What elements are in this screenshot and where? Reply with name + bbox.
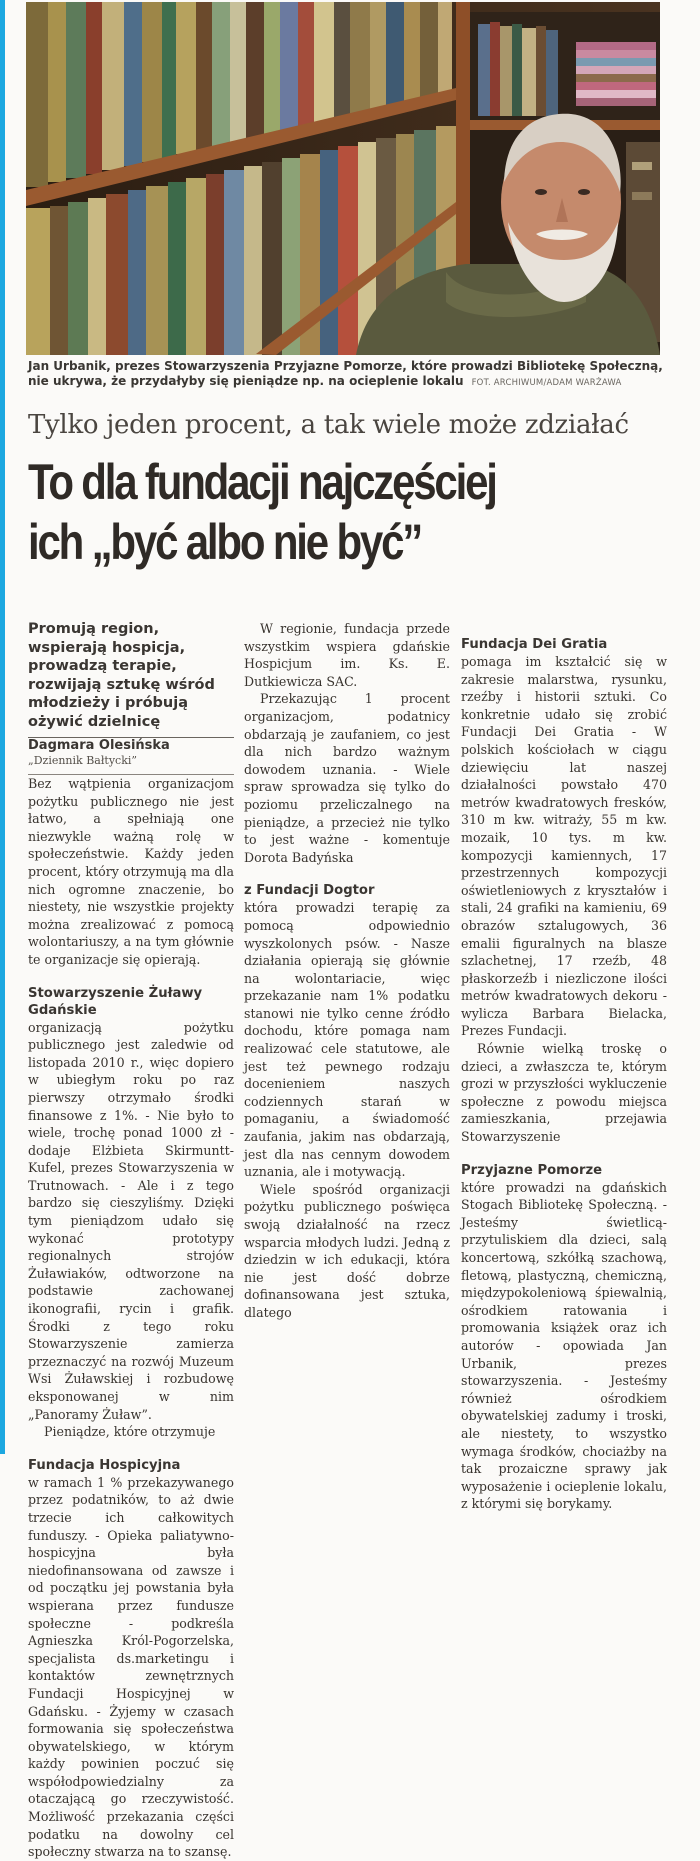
paragraph-przyjazne-pomorze: które prowadzi na gdańskich Stogach Bibliotekę Społeczną. - Jesteśmy świetlicą-przytuliskiem dla dzieci, salą koncertową, szkółką szachową, fletową, plastyczną, chemiczną, międzypokoleniową śpiewalnią, ośrodkiem ratowania i promowania książek oraz ich autorów - opowiada Jan Urbanik, prezes stowarzyszenia. - Jesteśmy również ośrodkiem obywatelskiej zadumy i troski, ale niestety, to wszystko wymaga środków, chociażby na tak prozaiczne sprawy jak wyposażenie i ocieplenie lokalu, z którymi się borykamy. — [461, 1179, 667, 1512]
paragraph-hospicyjna-3: Przekazując 1 procent organizacjom, podatnicy obdarzają je zaufaniem, co jest dla nich bardzo ważnym dowodem uznania. - Wiele spraw sprowadza się tylko do poziomu przeliczalnego na pieniądze, a przecież nie tylko to jest ważne - komentuje Dorota Badyńska — [244, 691, 450, 865]
subhead-przyjazne-pomorze: Przyjazne Pomorze — [461, 1162, 603, 1178]
article-column-2 — [244, 620, 450, 1322]
paragraph-pieniadze: Pieniądze, które otrzymuje — [44, 1424, 216, 1440]
article-column-1 — [28, 620, 234, 1861]
photo-caption — [28, 359, 664, 391]
lead-paragraph: Promują region, wspierają hospicja, prowadzą terapie, rozwijają sztukę wśród młodzieży i próbują ożywić dzielnicę — [28, 620, 234, 738]
paragraph-hospicyjna-1: w ramach 1 % przekazywanego przez podatników, to aż dwie trzecie ich całkowitych funduszy. - Opieka paliatywno-hospicyjna była niedofinansowana od zawsze i od początku jej powstania była wspierana przez fundusze społeczne - podkreśla Agnieszka Król-Pogorzelska, specjalista ds.marketingu i kontaktów zewnętrznych Fundacji Hospicyjnej w Gdańsku. - Żyjemy w czasach formowania się społeczeństwa obywatelskiego, w którym każdy powinien poczuć się współodpowiedzialny za otaczającą go rzeczywistość. Możliwość przekazania części podatku na dowolny cel społeczny stwarza na to szansę. — [28, 1474, 234, 1860]
paragraph-troska: Równie wielką troskę o dzieci, a zwłaszcza te, którym grozi w przyszłości wykluczenie społeczne z powodu miejsca zamieszkania, przejawia Stowarzyszenie — [461, 1041, 667, 1145]
paragraph-zulawy: organizacją pożytku publicznego jest zaledwie od listopada 2010 r., więc dopiero w ubiegłym roku po raz pierwszy otrzymało środki finansowe z 1%. - Nie było to wiele, trochę ponad 1000 zł - dodaje Elżbieta Skirmuntt-Kufel, prezes Stowarzyszenia w Trutnowach. - Ale i z tego bardzo się cieszyliśmy. Dzięki tym pieniądzom udało się wykonać prototypy regionalnych strojów Żuławiaków, odtworzone na podstawie zachowanej ikonografii, rycin i grafik. Środki z tego roku Stowarzyszenie zamierza przeznaczyć na rozwój Muzeum Wsi Żuławskiej i rozbudowę eksponowanej w nim „Panoramy Żuław”. — [28, 1019, 234, 1422]
kicker-headline: Tylko jeden procent, a tak wiele może zdziałać — [28, 410, 629, 440]
main-headline — [28, 452, 566, 572]
headline-line-1: To dla fundacji najczęściej — [28, 454, 496, 510]
subhead-zulawy: Stowarzyszenie Żuławy Gdańskie — [28, 985, 203, 1018]
article-column-3 — [461, 620, 667, 1513]
subhead-dei-gratia: Fundacja Dei Gratia — [461, 637, 608, 652]
author-name: Dagmara Olesińska — [28, 738, 170, 753]
subhead-hospicyjna: Fundacja Hospicyjna — [28, 1457, 181, 1473]
paragraph-dogtor: która prowadzi terapię za pomocą odpowiednio wyszkolonych psów. - Nasze działania opierają się głównie na wolontariacie, więc przekazanie nam 1% podatku stanowi nie tylko cenne źródło dochodu, które pomaga nam realizować cele statutowe, ale jest też pewnego rodzaju docenieniem naszych codziennych starań w pomaganiu, a świadomość zaufania, jakim nas obdarzają, jest dla nas cennym dowodem uznania, ale i motywacją. — [244, 900, 450, 1180]
page-edge-stripe — [0, 0, 5, 1454]
intro-paragraph: Bez wątpienia organizacjom pożytku publicznego nie jest łatwo, a spełniają one niezwykle ważną rolę w społeczeństwie. Każdy jeden procent, który otrzymują ma dla nich ogromne znaczenie, bo niestety, nie wszystkie projekty można zrealizować z pomocą wolontariuszy, a na tym głównie te organizacje się opierają. — [28, 776, 234, 967]
bookshelf-portrait-image — [26, 2, 660, 355]
subhead-dogtor: z Fundacji Dogtor — [244, 883, 375, 899]
caption-text: Jan Urbanik, prezes Stowarzyszenia Przyjazne Pomorze, które prowadzi Bibliotekę Społeczną, nie ukrywa, że przydałyby się pieniądze np. na ocieplenie lokalu — [28, 359, 663, 388]
paragraph-hospicyjna-2: W regionie, fundacja przede wszystkim wspiera gdańskie Hospicjum im. Ks. E. Dutkiewicza SAC. — [244, 621, 450, 689]
paragraph-dei-gratia: pomaga im kształcić się w zakresie malarstwa, rysunku, rzeźby i historii sztuki. Co konkretnie udało się zrobić Fundacji Dei Gratia - W polskich kościołach w ciągu dziewięciu lat naszej działalności powstało 470 metrów kwadratowych fresków, 310 m kw. witraży, 55 m kw. mozaik, 10 tys. m kw. kompozycji kamiennych, 17 przestrzennych kompozycji oświetleniowych z kryształów i stali, 24 grafiki na kamieniu, 69 obrazów sztalugowych, 36 emalii figuralnych na blasze szlachetnej, 17 rzeźb, 48 płaskorzeźb i niezliczone ilości metrów kwadratowych dekoru - wylicza Barbara Bielacka, Prezes Fundacji. — [461, 654, 667, 1039]
paragraph-mlodzi: Wiele spośród organizacji pożytku publicznego poświęca swoją działalność na rzecz wsparcia młodych ludzi. Jedną z dziedzin w ich edukacji, która nie jest dość dobrze dofinansowana jest sztuka, dlatego — [244, 1181, 450, 1320]
newspaper-name: „Dziennik Bałtycki” — [28, 754, 234, 775]
headline-line-2: ich „być albo nie być” — [28, 514, 422, 570]
article-photo — [26, 2, 660, 355]
photo-credit: FOT. ARCHIWUM/ADAM WARŻAWA — [471, 378, 622, 388]
